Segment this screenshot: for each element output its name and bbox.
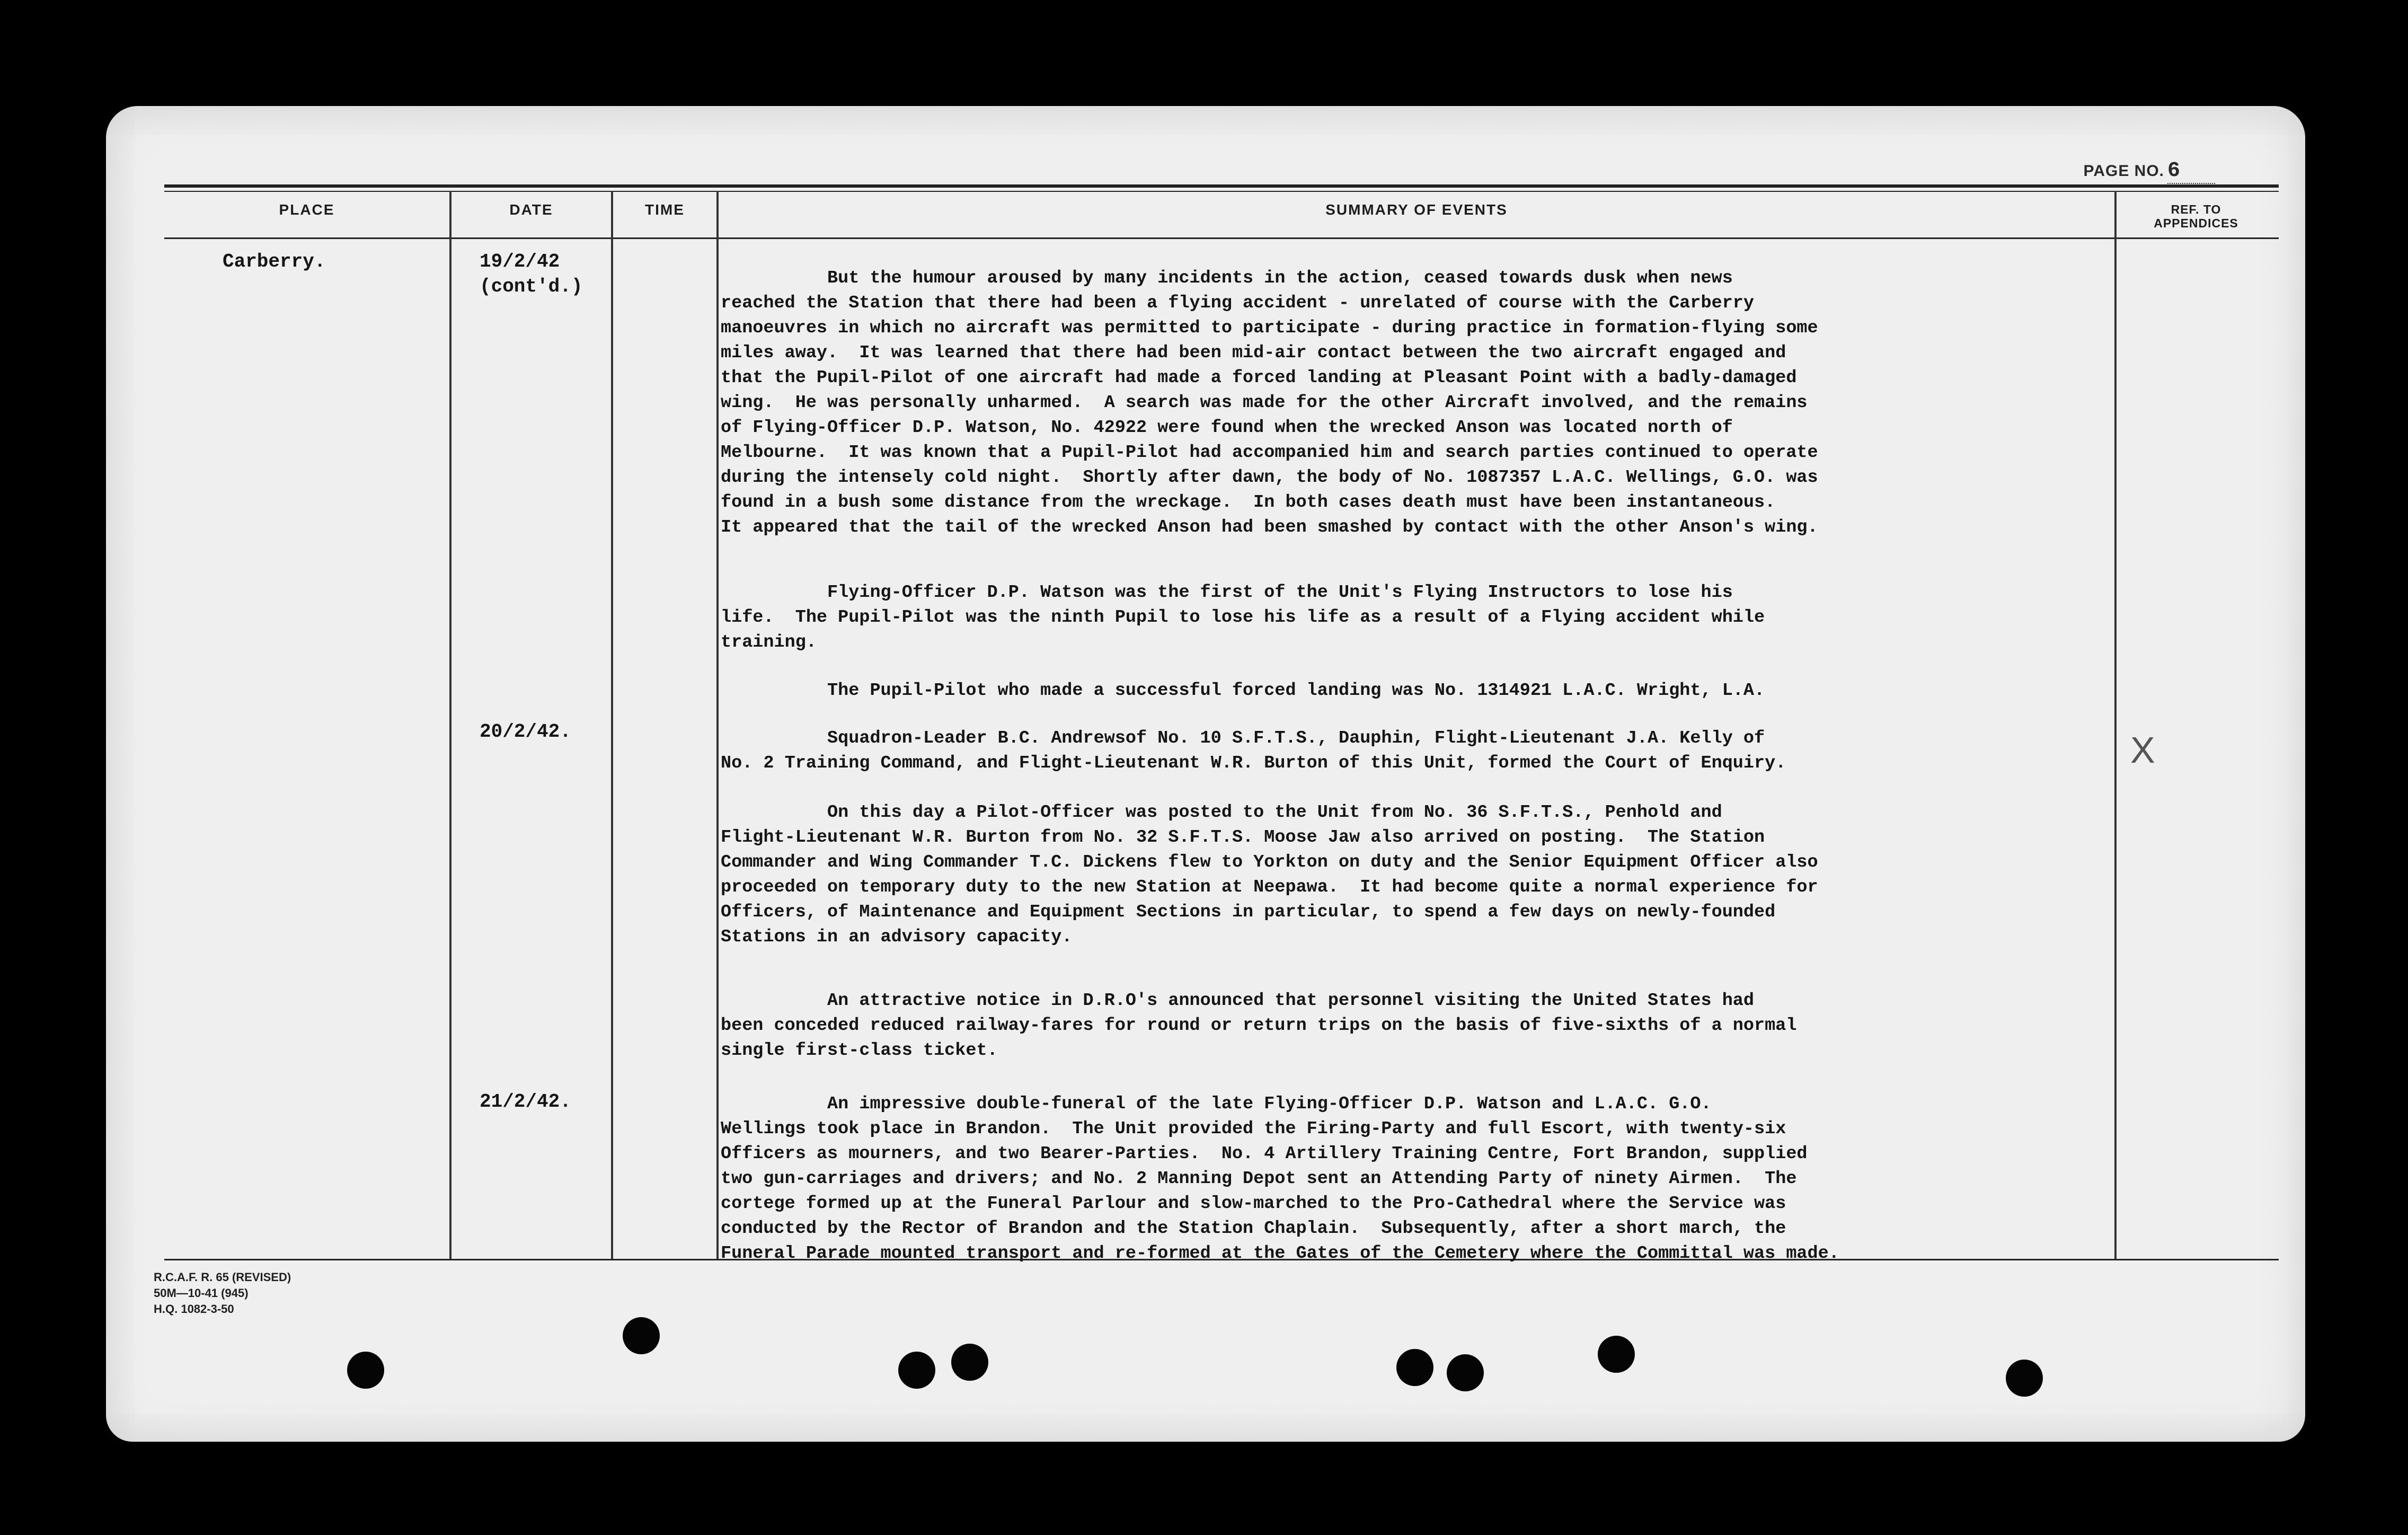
war-diary-sheet [106, 106, 2305, 1442]
form-identifier [154, 1269, 291, 1317]
summary-line: Funeral Parade mounted transport and re-formed at the Gates of the Cemetery where the Committal was made. [721, 1243, 1839, 1264]
summary-line: Officers, of Maintenance and Equipment Sections in particular, to spend a few days on newly-founded [721, 902, 1776, 922]
summary-paragraph-3 [721, 678, 2099, 703]
summary-line: training. [721, 632, 817, 652]
column-header-place: PLACE [279, 201, 335, 218]
summary-line: wing. He was personally unharmed. A search was made for the other Aircraft involved, and the remains [721, 393, 1808, 413]
column-header-appendices [2117, 202, 2276, 230]
summary-line: Officers as mourners, and two Bearer-Parties. No. 4 Artillery Training Centre, Fort Brandon, supplied [721, 1144, 1808, 1164]
summary-line: Flying-Officer D.P. Watson was the first of the Unit's Flying Instructors to lose his [721, 583, 1733, 603]
page-number-label: PAGE NO. [2083, 162, 2164, 180]
summary-paragraph-4 [721, 726, 2099, 776]
punch-hole [1396, 1349, 1433, 1386]
page-number-value: 6 [2167, 159, 2215, 184]
column-header-date: DATE [509, 201, 553, 218]
punch-hole [623, 1317, 660, 1354]
summary-line: single first-class ticket. [721, 1040, 998, 1061]
punch-hole [1447, 1354, 1484, 1391]
header-bottom-rule [164, 237, 2279, 239]
summary-line: found in a bush some distance from the wreckage. In both cases death must have been instantaneous. [721, 492, 1776, 513]
appendix-margin-mark: X [2130, 729, 2155, 771]
column-divider-place [449, 191, 452, 1259]
summary-line: No. 2 Training Command, and Flight-Lieutenant W.R. Burton of this Unit, formed the Court of Enquiry. [721, 753, 1786, 773]
summary-line: conducted by the Rector of Brandon and the Station Chaplain. Subsequently, after a short march, the [721, 1219, 1786, 1239]
summary-paragraph-6 [721, 989, 2099, 1063]
summary-line: cortege formed up at the Funeral Parlour and slow-marched to the Pro-Cathedral where the Service was [721, 1194, 1786, 1214]
summary-line: miles away. It was learned that there had been mid-air contact between the two aircraft engaged and [721, 343, 1786, 363]
summary-paragraph-7 [721, 1092, 2099, 1266]
summary-line: Commander and Wing Commander T.C. Dickens flew to Yorkton on duty and the Senior Equipment Officer also [721, 852, 1818, 872]
summary-line: reached the Station that there had been a flying accident - unrelated of course with the Carberry [721, 293, 1755, 313]
column-header-summary: SUMMARY OF EVENTS [1325, 201, 1508, 218]
summary-line: Wellings took place in Brandon. The Unit provided the Firing-Party and full Escort, with twenty-six [721, 1119, 1786, 1139]
summary-line: of Flying-Officer D.P. Watson, No. 42922 were found when the wrecked Anson was located north of [721, 418, 1733, 438]
header-top-rule-thin [164, 191, 2279, 192]
summary-paragraph-5 [721, 800, 2099, 950]
column-header-appendices-line1: REF. TO [2171, 202, 2221, 216]
date-entry-2: 20/2/42. [480, 721, 571, 743]
form-identifier-line2: 50M—10-41 (945) [154, 1286, 249, 1300]
form-identifier-line1: R.C.A.F. R. 65 (REVISED) [154, 1271, 291, 1284]
summary-line: Flight-Lieutenant W.R. Burton from No. 32 S.F.T.S. Moose Jaw also arrived on posting. The Station [721, 827, 1765, 848]
summary-line: two gun-carriages and drivers; and No. 2 Manning Depot sent an Attending Party of ninety Airmen. The [721, 1169, 1797, 1189]
summary-line: during the intensely cold night. Shortly after dawn, the body of No. 1087357 L.A.C. Wellings, G.O. was [721, 467, 1818, 488]
punch-hole [898, 1352, 935, 1389]
punch-hole [1598, 1336, 1635, 1373]
summary-line: An attractive notice in D.R.O's announced that personnel visiting the United States had [721, 991, 1755, 1011]
summary-line: been conceded reduced railway-fares for round or return trips on the basis of five-sixths of a normal [721, 1016, 1797, 1036]
summary-line: Stations in an advisory capacity. [721, 927, 1073, 947]
summary-line: Squadron-Leader B.C. Andrewsof No. 10 S.F.T.S., Dauphin, Flight-Lieutenant J.A. Kelly of [721, 728, 1765, 748]
date-entry-1-line1: 19/2/42 [480, 251, 560, 272]
page-number [2084, 159, 2215, 184]
column-divider-summary [2114, 191, 2117, 1259]
column-divider-date [611, 191, 613, 1259]
date-entry-1-line2: (cont'd.) [480, 276, 583, 297]
header-top-rule [164, 184, 2279, 188]
column-header-appendices-line2: APPENDICES [2154, 216, 2238, 230]
punch-hole [347, 1352, 384, 1389]
form-identifier-line3: H.Q. 1082-3-50 [154, 1302, 234, 1316]
summary-line: Melbourne. It was known that a Pupil-Pilot had accompanied him and search parties continued to operate [721, 443, 1818, 463]
summary-line: It appeared that the tail of the wrecked Anson had been smashed by contact with the other Anson's wing. [721, 517, 1818, 537]
summary-paragraph-2 [721, 580, 2099, 655]
punch-hole [951, 1344, 988, 1381]
summary-line: proceeded on temporary duty to the new Station at Neepawa. It had become quite a normal experience for [721, 877, 1818, 897]
summary-line: On this day a Pilot-Officer was posted to the Unit from No. 36 S.F.T.S., Penhold and [721, 802, 1722, 823]
summary-line: But the humour aroused by many incidents in the action, ceased towards dusk when news [721, 268, 1733, 288]
summary-line: The Pupil-Pilot who made a successful forced landing was No. 1314921 L.A.C. Wright, L.A. [721, 681, 1765, 701]
punch-hole [2006, 1360, 2043, 1397]
date-entry-3: 21/2/42. [480, 1091, 571, 1113]
column-header-time: TIME [645, 201, 685, 218]
summary-line: manoeuvres in which no aircraft was permitted to participate - during practice in formation-flying some [721, 318, 1818, 338]
place-entry: Carberry. [223, 251, 326, 272]
summary-line: that the Pupil-Pilot of one aircraft had made a forced landing at Pleasant Point with a badly-damaged [721, 368, 1797, 388]
summary-line: life. The Pupil-Pilot was the ninth Pupil to lose his life as a result of a Flying accident while [721, 607, 1765, 628]
summary-paragraph-1 [721, 266, 2099, 540]
column-divider-time [716, 191, 719, 1259]
summary-line: An impressive double-funeral of the late Flying-Officer D.P. Watson and L.A.C. G.O. [721, 1094, 1712, 1114]
